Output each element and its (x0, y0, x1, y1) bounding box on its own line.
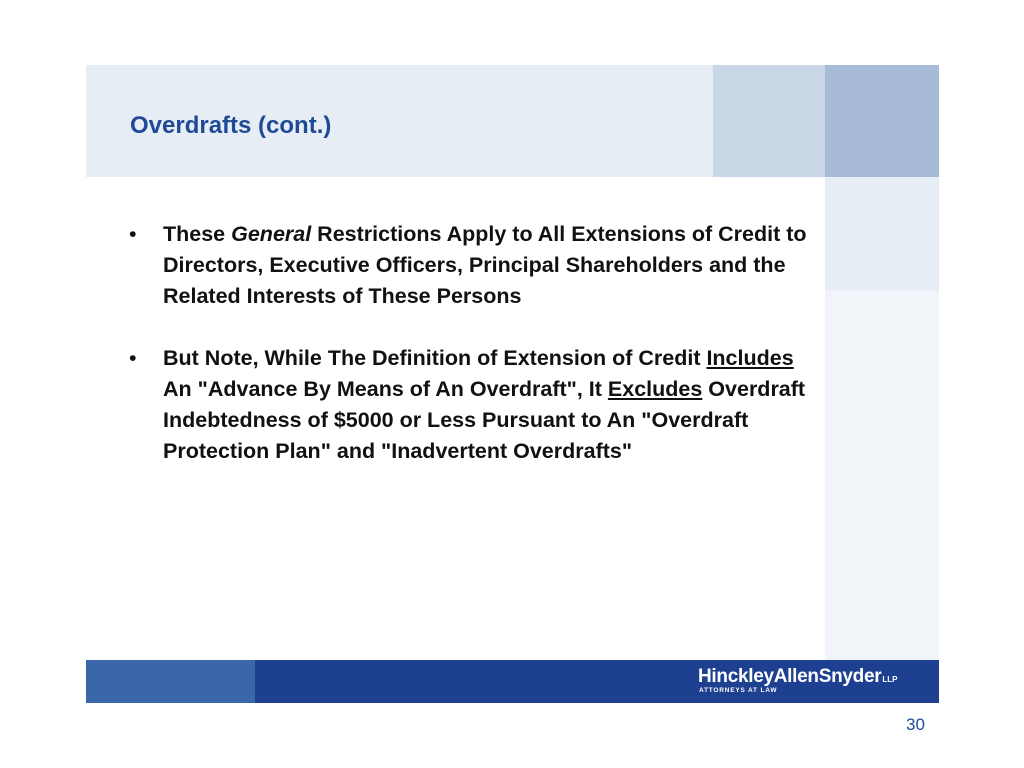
bullet-text (163, 346, 805, 463)
text-run: Restrictions Apply to All Extensions of Credit to Directors, Executive Officers, Principal Shareholders and the Related Interests of These Persons (163, 222, 807, 308)
emphasis-run: General (231, 222, 312, 246)
bullet-icon: • (129, 222, 137, 246)
underlined-run: Includes (706, 346, 794, 370)
bullet-list (129, 219, 809, 498)
firm-logo (698, 666, 898, 694)
text-run: But Note, While The Definition of Extension of Credit (163, 346, 707, 370)
header-accent-block-dark (825, 65, 939, 177)
logo-suffix: LLP (882, 675, 898, 684)
logo-tagline: ATTORNEYS AT LAW (699, 687, 778, 694)
underlined-run: Excludes (607, 377, 703, 401)
slide-title: Overdrafts (cont.) (130, 112, 332, 139)
side-accent-block (825, 177, 939, 290)
bullet-item (129, 343, 809, 467)
logo-name: HinckleyAllenSnyder (698, 666, 882, 687)
footer-band-left (86, 660, 255, 703)
text-run: These (163, 222, 232, 246)
text-run: An "Advance By Means of An Overdraft", It (163, 377, 608, 401)
header-accent-block (713, 65, 825, 177)
bullet-text (163, 222, 807, 308)
bullet-item (129, 219, 809, 312)
side-accent-block-light (825, 290, 939, 660)
text-run: Overdraft Indebtedness of $5000 or Less Pursuant to An "Overdraft Protection Plan" and "Inadvertent Overdrafts" (163, 377, 806, 463)
page-number: 30 (906, 715, 925, 734)
bullet-icon: • (129, 346, 137, 370)
